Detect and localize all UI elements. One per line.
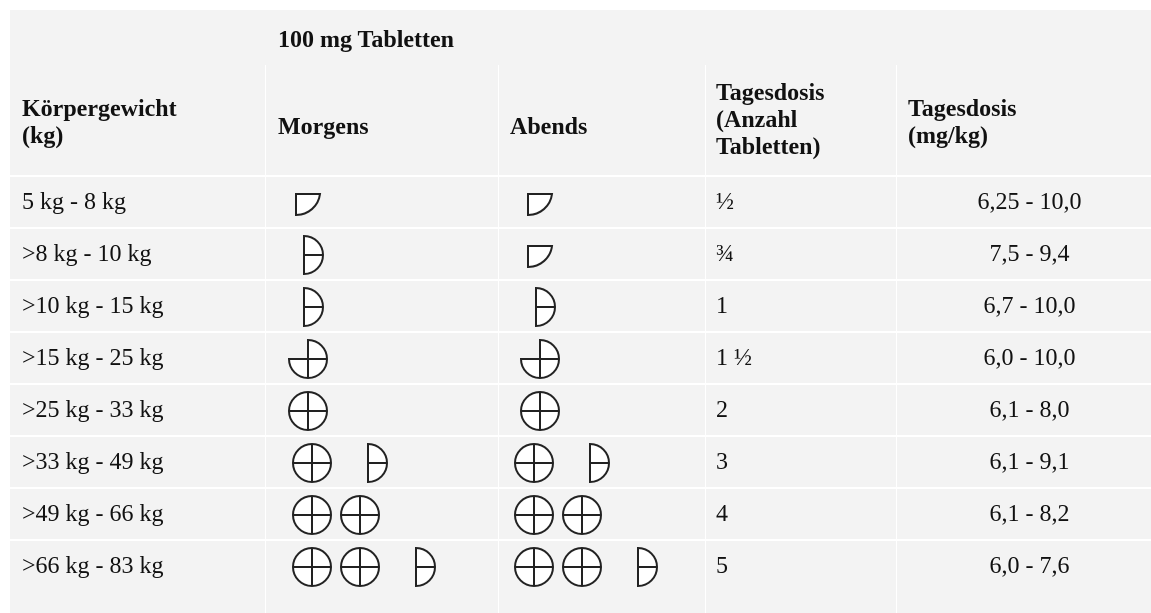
daily-mgkg-cell: 7,5 - 9,4 [989, 241, 1070, 267]
daily-mgkg-cell: 6,1 - 9,1 [989, 449, 1070, 475]
weight-cell: >25 kg - 33 kg [22, 397, 164, 423]
header-weight: Körpergewicht (kg) [22, 96, 177, 149]
row-divider [10, 487, 1151, 489]
tablet-full-icon [284, 388, 332, 433]
header-evening: Abends [510, 114, 588, 140]
row-divider [10, 539, 1151, 541]
morning-dose-cell [278, 230, 498, 279]
weight-cell: >66 kg - 83 kg [22, 553, 164, 579]
tablet-three-quarter-icon [516, 336, 564, 381]
evening-dose-cell [510, 334, 705, 383]
evening-dose-cell [510, 230, 705, 279]
row-divider [10, 279, 1151, 281]
tablet-full-icon [558, 544, 606, 589]
morning-dose-cell [278, 178, 498, 227]
tablet-half-icon [348, 440, 396, 485]
header-morning: Morgens [278, 114, 369, 140]
table-row [10, 542, 1151, 591]
daily-mgkg-cell: 6,7 - 10,0 [983, 293, 1076, 319]
table-row [10, 230, 1151, 279]
morning-dose-cell [278, 334, 498, 383]
evening-dose-cell [510, 282, 705, 331]
daily-tablet-count-cell: 4 [716, 501, 728, 527]
tablet-full-icon [336, 492, 384, 537]
table-row [10, 490, 1151, 539]
daily-mgkg-cell: 6,1 - 8,2 [989, 501, 1070, 527]
morning-dose-cell [278, 438, 498, 487]
header-daily-count: Tagesdosis (Anzahl Tabletten) [716, 80, 825, 160]
daily-tablet-count-cell: 3 [716, 449, 728, 475]
tablet-three-quarter-icon [284, 336, 332, 381]
tablet-full-icon [288, 440, 336, 485]
tablet-quarter-icon [284, 180, 332, 225]
tablet-quarter-icon [516, 232, 564, 277]
daily-mgkg-cell: 6,25 - 10,0 [977, 189, 1082, 215]
tablet-full-icon [510, 544, 558, 589]
evening-dose-cell [510, 178, 705, 227]
evening-dose-cell [510, 542, 705, 591]
tablet-full-icon [516, 388, 564, 433]
row-divider [10, 331, 1151, 333]
table-row [10, 386, 1151, 435]
daily-tablet-count-cell: ½ [716, 189, 734, 215]
tablet-full-icon [336, 544, 384, 589]
header-divider [10, 175, 1151, 177]
dosage-table [10, 10, 1151, 613]
morning-dose-cell [278, 490, 498, 539]
evening-dose-cell [510, 438, 705, 487]
tablet-half-icon [516, 284, 564, 329]
weight-cell: >15 kg - 25 kg [22, 345, 164, 371]
tablet-half-icon [570, 440, 618, 485]
daily-mgkg-cell: 6,0 - 10,0 [983, 345, 1076, 371]
tablet-half-icon [284, 284, 332, 329]
row-divider [10, 435, 1151, 437]
table-row [10, 178, 1151, 227]
table-row [10, 282, 1151, 331]
row-divider [10, 383, 1151, 385]
row-divider [10, 227, 1151, 229]
evening-dose-cell [510, 386, 705, 435]
tablet-half-icon [284, 232, 332, 277]
weight-cell: >33 kg - 49 kg [22, 449, 164, 475]
daily-mgkg-cell: 6,1 - 8,0 [989, 397, 1070, 423]
daily-tablet-count-cell: 1 ½ [716, 345, 752, 371]
weight-cell: 5 kg - 8 kg [22, 189, 126, 215]
tablet-full-icon [288, 492, 336, 537]
evening-dose-cell [510, 490, 705, 539]
daily-mgkg-cell: 6,0 - 7,6 [989, 553, 1070, 579]
daily-tablet-count-cell: 1 [716, 293, 728, 319]
tablet-full-icon [510, 492, 558, 537]
morning-dose-cell [278, 386, 498, 435]
weight-cell: >8 kg - 10 kg [22, 241, 152, 267]
tablet-full-icon [558, 492, 606, 537]
tablet-half-icon [396, 544, 444, 589]
daily-tablet-count-cell: 5 [716, 553, 728, 579]
tablet-quarter-icon [516, 180, 564, 225]
table-row [10, 438, 1151, 487]
header-daily-mgkg: Tagesdosis (mg/kg) [908, 96, 1017, 149]
tablet-half-icon [618, 544, 666, 589]
daily-tablet-count-cell: 2 [716, 397, 728, 423]
daily-tablet-count-cell: ¾ [716, 241, 734, 267]
weight-cell: >49 kg - 66 kg [22, 501, 164, 527]
table-row [10, 334, 1151, 383]
weight-cell: >10 kg - 15 kg [22, 293, 164, 319]
morning-dose-cell [278, 282, 498, 331]
morning-dose-cell [278, 542, 498, 591]
tablet-full-icon [510, 440, 558, 485]
tablet-full-icon [288, 544, 336, 589]
group-title: 100 mg Tabletten [278, 27, 455, 53]
